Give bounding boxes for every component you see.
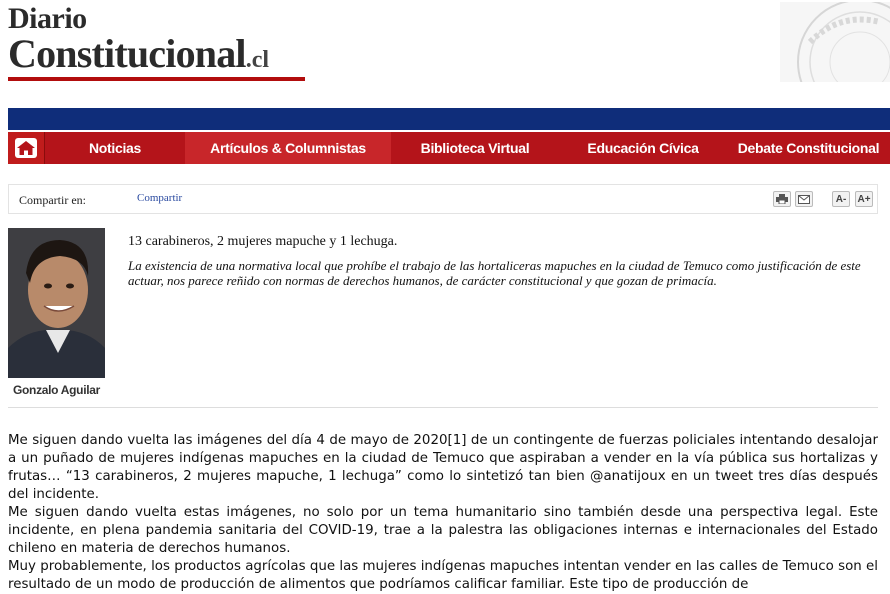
- print-icon: [776, 194, 788, 204]
- site-logo[interactable]: [8, 4, 308, 80]
- article-paragraph: Me siguen dando vuelta estas imágenes, no solo por un tema humanitario sino también desde una perspectiva legal. Este incidente, en plena pandemia sanitaria del COVID-19, trae a la palestra las obligaciones internas e internacionales del Estado chileno en materia de derechos humanos.: [8, 505, 878, 556]
- nav-item-articulos[interactable]: Artículos & Columnistas: [185, 132, 391, 164]
- main-nav: [8, 132, 890, 164]
- email-icon: [798, 195, 810, 204]
- share-link[interactable]: Compartir: [137, 192, 183, 204]
- nav-item-noticias[interactable]: Noticias: [88, 140, 142, 156]
- nav-home-button[interactable]: [8, 132, 45, 164]
- divider: [8, 407, 878, 408]
- font-larger-button[interactable]: A+: [855, 191, 873, 207]
- author-name[interactable]: Gonzalo Aguilar: [12, 383, 101, 397]
- share-label: Compartir en:: [19, 193, 86, 207]
- nav-item-debate[interactable]: Debate Constitucional: [737, 140, 880, 156]
- logo-suffix: .cl: [245, 47, 270, 73]
- font-smaller-button[interactable]: A-: [832, 191, 850, 207]
- article-lead: La existencia de una normativa local que prohíbe el trabajo de las hortaliceras mapuches en la ciudad de Temuco como justificación de este actuar, nos parece reñido con normas de derechos humanos, de carácter constitucional y que gozan de primacía.: [128, 258, 861, 288]
- logo-underline: [8, 77, 305, 81]
- tribunal-seal-icon: [780, 2, 890, 82]
- print-button[interactable]: [773, 191, 791, 207]
- top-color-band: [8, 108, 890, 130]
- article-body: [8, 432, 878, 594]
- email-button[interactable]: [795, 191, 813, 207]
- logo-main-text: [8, 31, 308, 80]
- author-photo: [8, 228, 105, 378]
- article-title: 13 carabineros, 2 mujeres mapuche y 1 lechuga.: [128, 234, 398, 249]
- article-paragraph: Muy probablemente, los productos agrícolas que las mujeres indígenas mapuches intentan vender en las calles de Temuco son el resultado de un modo de producción de alimentos que podríamos calificar familiar. Este tipo de producción de: [8, 559, 878, 592]
- share-bar: [8, 184, 878, 214]
- nav-item-biblioteca[interactable]: Biblioteca Virtual: [420, 140, 530, 156]
- nav-item-educacion[interactable]: Educación Cívica: [587, 140, 699, 156]
- article-paragraph: Me siguen dando vuelta las imágenes del día 4 de mayo de 2020[1] de un contingente de fuerzas policiales intentando desalojar a un puñado de mujeres indígenas mapuches en la ciudad de Temuco que aspiraban a vender en la vía pública sus hortalizas y frutas… “13 carabineros, 2 mujeres mapuche, 1 lechuga” como lo sintetizó tan bien @anatijoux en un tweet tres días después del incidente.: [8, 433, 878, 502]
- logo-top-text: Diario: [8, 2, 87, 35]
- logo-main-word: Constitucional: [8, 31, 246, 76]
- house-icon: [14, 137, 38, 159]
